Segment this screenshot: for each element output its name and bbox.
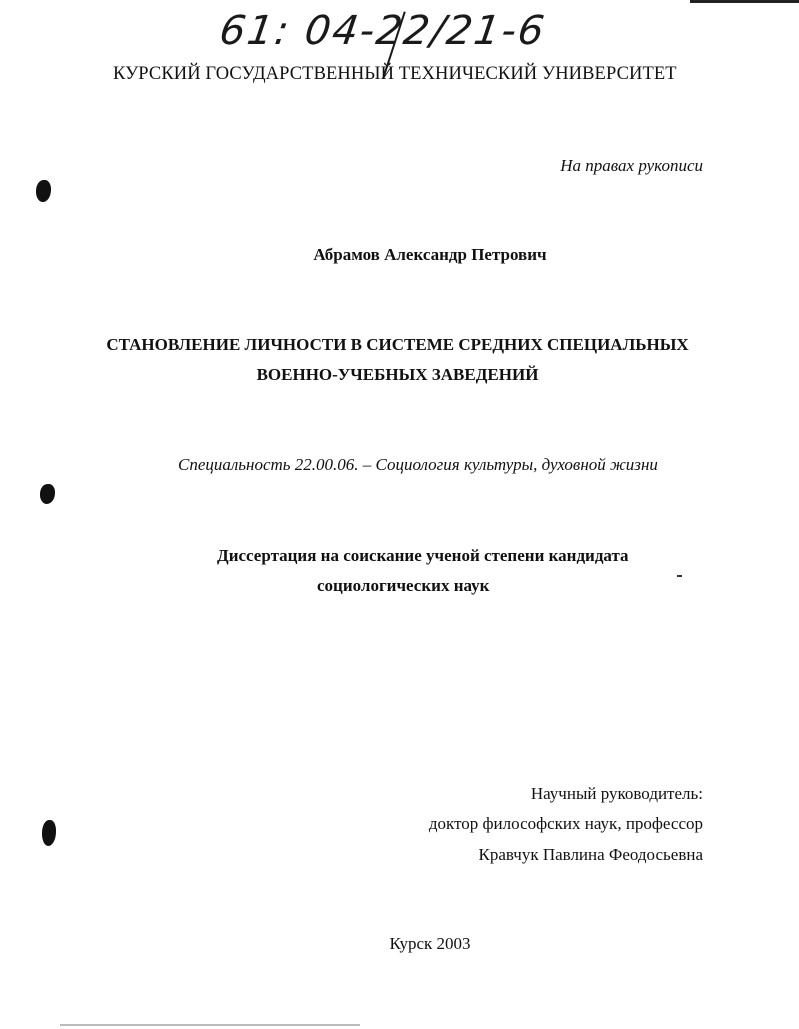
author-name: Абрамов Александр Петрович bbox=[313, 245, 547, 264]
degree-statement-line-1: Диссертация на соискание ученой степени кандидата bbox=[217, 546, 629, 565]
scan-bottom-line bbox=[60, 1024, 360, 1026]
scan-speck bbox=[677, 575, 682, 577]
punch-hole-mark bbox=[36, 180, 51, 202]
city-year: Курск 2003 bbox=[389, 934, 471, 953]
handwritten-catalog-number: 61: 04-22/21-6 bbox=[216, 8, 549, 54]
punch-hole-mark bbox=[42, 820, 56, 846]
supervisor-degree: доктор философских наук, профессор bbox=[428, 814, 703, 833]
punch-hole-mark bbox=[40, 484, 55, 504]
university-name: КУРСКИЙ ГОСУДАРСТВЕННЫЙ ТЕХНИЧЕСКИЙ УНИВЕРСИТЕТ bbox=[113, 64, 677, 84]
dissertation-title-line-2: ВОЕННО-УЧЕБНЫХ ЗАВЕДЕНИЙ bbox=[256, 365, 539, 384]
degree-statement-line-2: социологических наук bbox=[317, 576, 490, 595]
manuscript-rights-note: На правах рукописи bbox=[560, 156, 703, 175]
supervisor-label: Научный руководитель: bbox=[530, 784, 703, 803]
specialty-line: Специальность 22.00.06. – Социология культуры, духовной жизни bbox=[178, 455, 658, 474]
supervisor-name: Кравчук Павлина Феодосьевна bbox=[478, 845, 703, 864]
dissertation-title-line-1: СТАНОВЛЕНИЕ ЛИЧНОСТИ В СИСТЕМЕ СРЕДНИХ СПЕЦИАЛЬНЫХ bbox=[106, 335, 689, 354]
scan-edge-line bbox=[690, 0, 799, 3]
